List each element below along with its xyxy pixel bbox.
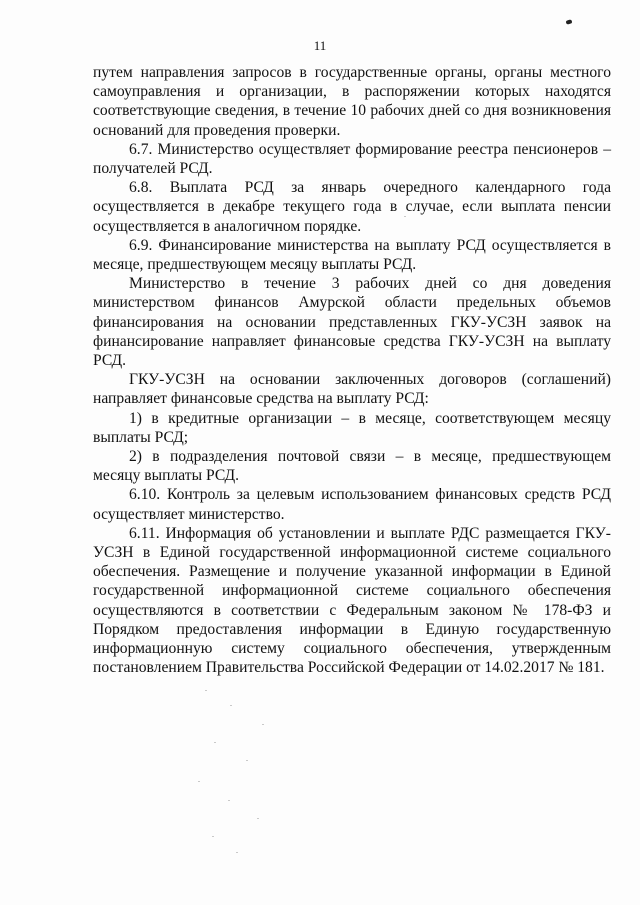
scan-speck [214,742,216,743]
scan-speck [212,836,214,837]
scan-speck [205,690,207,691]
scan-speck [404,216,406,217]
paragraph-6-7: 6.7. Министерство осуществляет формирование реестра пенсионеров – получателей РСД. [93,140,611,178]
scan-speck [198,781,200,782]
paragraph-6-11: 6.11. Информация об установлении и выплате РДС размещается ГКУ-УСЗН в Единой государственной информационной системе социального обеспечения. Размещение и получение указанной информации в Единой государственной информационной системе социального обеспечения осуществляются в соответствии с Федеральным законом № 178-ФЗ и Порядком предоставления информации в Единую государственную информационную систему социального обеспечения, утвержденным постановлением Правительства Российской Федерации от 14.02.2017 № 181. [93,524,611,677]
paragraph-6-8: 6.8. Выплата РСД за январь очередного календарного года осуществляется в декабре текущего года в случае, если выплата пенсии осуществляется в аналогичном порядке. [93,179,611,235]
paragraph-ministry-funding: Министерство в течение 3 рабочих дней со дня доведения министерством финансов Амурской области предельных объемов финансирования на основании представленных ГКУ-УСЗН заявок на финансирование направляет финансовые средства ГКУ-УСЗН на выплату РСД. [93,275,611,370]
scan-speck [246,760,248,761]
scan-speck [228,800,230,801]
list-item-postal-offices: 2) в подразделения почтовой связи – в месяце, предшествующем месяцу выплаты РСД. [93,448,611,485]
scan-speck [230,705,232,706]
list-item-credit-organizations: 1) в кредитные организации – в месяце, соответствующем месяцу выплаты РСД; [93,409,611,446]
paragraph-gku-uszn: ГКУ-УСЗН на основании заключенных договоров (соглашений) направляет финансовые средства на выплату РСД: [93,371,611,408]
paragraph-6-9: 6.9. Финансирование министерства на выплату РСД осуществляется в месяце, предшествующем месяцу выплаты РСД. [93,236,611,274]
paragraph-6-10: 6.10. Контроль за целевым использованием финансовых средств РСД осуществляет министерство. [93,486,611,523]
paragraph-continuation: путем направления запросов в государственные органы, органы местного самоуправления и организации, в распоряжении которых находятся соответствующие сведения, в течение 10 рабочих дней со дня возникновения оснований для проведения проверки. [93,64,611,139]
scan-speck [262,724,264,725]
scan-speck [257,818,259,819]
scan-speck [236,852,238,853]
document-body [93,63,611,678]
scan-mark [566,19,573,24]
page-number: 11 [313,38,327,53]
